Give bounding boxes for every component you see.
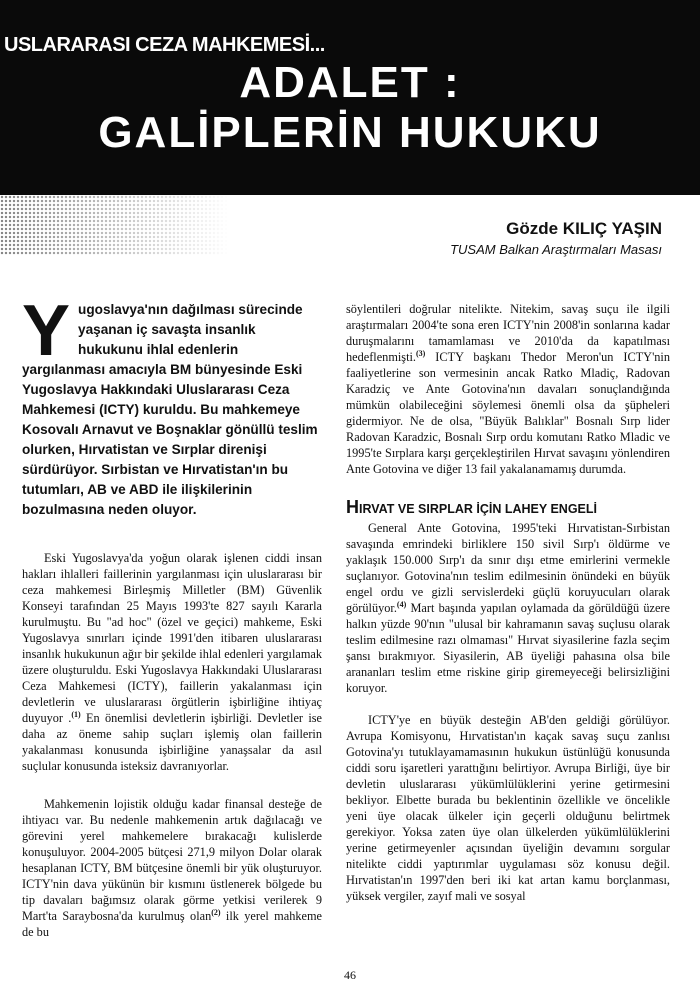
author-name: Gözde KILIÇ YAŞIN: [506, 219, 662, 238]
section-heading-cap: H: [346, 497, 359, 517]
section-heading: [346, 497, 670, 518]
right-column: [346, 301, 670, 904]
paragraph-text: ICTY başkanı Thedor Meron'un ICTY'nin faaliyetlerine son vermesinin ancak Ratko Mladiç, Radovan Karadziç ve Ante Gotovina'nın davaları sonuçlandığında mümkün olabileceğini söylemesi önemli olsa da şüpheleri gidermiyor. Ne de olsa, "Büyük Balıklar" Bosnalı Sırp lider Radovan Karadzic, Bosnalı Sırp ordu komutanı Ratko Mladic ve 1995'te Sırplara karşı gerçekleştirilen Hırvat savaşını yönlendiren Ante Gotovina ve diğer 13 fail yakalanamamış durumda.: [346, 350, 670, 476]
body-paragraph: [346, 301, 670, 477]
page-number: 46: [344, 968, 356, 982]
body-paragraph: [346, 520, 670, 696]
lead-paragraph: [22, 291, 322, 520]
paragraph-text: General Ante Gotovina, 1995'teki Hırvatistan-Sırbistan savaşında emrindeki birliklere 150 sivil Sırp'ı öldürme ve yaklaşık 150.000 Sırp'ı da sınır dışı etme emirlerini vermekle suçlanıyor. Gotovina'nın teslim edilmesinin önündeki en büyük engel ordu ve gizli servislerdeki güçlü koruyucuları olarak görülüyor.: [346, 521, 670, 615]
paragraph-text: Mart başında yapılan oylamada da görüldüğü üzere halkın yüzde 90'nın "ulusal bir kahramanın savaş suçlusu olarak teslim edilmesine razı olmaması" Hırvat siyasilerine fazla seçim şansı bırakmıyor. Siyasilerin, AB üyeliği pahasına olsa bile arananları teslim etme riskine girip giremeyeceği belirsizliğini koruyor.: [346, 601, 670, 695]
body-paragraph: ICTY'ye en büyük desteğin AB'den geldiği görülüyor. Avrupa Komisyonu, Hırvatistan'ın kaçak savaş suçu zanlısı Gotovina'yı tutuklayamamasının hukukun üstünlüğü konusunda ciddi soru işaretleri yarattığını belirtiyor. Avrupa Birliği, üye bir devletin uluslararası yükümlülüklerini yerine getirmesini bekliyor. Elbette burada bu beklentinin özellikle ve öncelikle yeni üye olacak ülkeler için geçerli olduğunu belirtmek gerekiyor. Yoksa zaten üye olan ülkelerden yükümlülüklerini yerine getirmeyenler açısından üyeliğin devamını sorgular nitelikte ciddi yaptırımlar uygulaması söz konusu değil. Hırvatistan'ın 1997'den beri iki kat artan kamu borçlanması, yüksek vergiler, zayıf mali ve sosyal: [346, 713, 670, 903]
left-column: [22, 291, 322, 940]
paragraph-text: En önemlisi devletlerin işbirliği. Devletler ise daha az öneme sahip suçları işlemiş olan faillerin yakalanması konusunda işbirliğine yanaşsalar da asıl suçlular konusunda isteksiz davranıyorlar.: [22, 711, 322, 773]
halftone-decoration: [0, 195, 230, 255]
title-banner: [0, 0, 700, 195]
paragraph-text: söylentileri doğrular nitelikte. Nitekim, savaş suçu ile ilgili araştırmaları 2004'te sona eren ICTY'nin 2008'in sonlarına kadar duruşmalarını tamamlaması ve 2010'da da kapatılması hedeflenmişti.: [346, 302, 670, 364]
headline-line-1: ADALET :: [239, 58, 461, 107]
headline-line-2: GALİPLERİN HUKUKU: [98, 108, 602, 157]
footnote-ref: (3): [416, 348, 426, 358]
paragraph-text: Mahkemenin lojistik olduğu kadar finansal desteğe de ihtiyacı var. Bu nedenle mahkemenin artık dağılacağı ve görevini yerel mahkemelere bırakacağı kulislerde konuşuluyor. 2004-2005 bütçesi 271,9 milyon Dolar olarak hesaplanan ICTY, BM bütçesine önemli bir yük oluşturuyor. ICTY'nin dava yükünün bir kısmını üstlenerek bölgede bu tip davaları bağımsız olarak görme yetkisi verilerek 9 Mart'ta Saraybosna'da kurulmuş olan: [22, 797, 322, 923]
section-kicker: USLARARASI CEZA MAHKEMESİ...: [4, 34, 325, 56]
paragraph-text: ilk yerel mahkeme de bu: [22, 909, 322, 939]
body-paragraph: [22, 796, 322, 940]
author-affiliation: TUSAM Balkan Araştırmaları Masası: [450, 242, 662, 257]
body-paragraph: [22, 550, 322, 774]
lead-text: ugoslavya'nın dağılması sürecinde yaşanan iç savaşta insanlık hukukunu ihlal edenlerin yargılanması amacıyla BM bünyesinde Eski Yugoslavya Hakkındaki Uluslararası Ceza Mahkemesi (ICTY) kuruldu. Bu mahkemeye Kosovalı Arnavut ve Boşnaklar gönüllü teslim olurken, Hırvatistan ve Sırplar direnişi sürdürüyor. Sırbistan ve Hırvatistan'ın bu tutumları, AB ve ABD ile ilişkilerinin bozulmasına neden oluyor.: [22, 302, 318, 517]
footnote-ref: (4): [396, 599, 407, 609]
footnote-ref: (2): [211, 907, 221, 917]
paragraph-text: Eski Yugoslavya'da yoğun olarak işlenen ciddi insan hakları ihlalleri faillerinin yargılanması için uluslararası bir ceza mahkemesi Birleşmiş Milletler (BM) Güvenlik Konseyi tarafından 25 Mayıs 1993'te 827 sayılı Kararla kurulmuştu. Bu "ad hoc" (özel ve geçici) mahkeme, Eski Yugoslavya sınırları içinde 1991'den itibaren uluslararası insanlık hukukunun ağır bir şekilde ihlal edenleri yargılamak üzere oluşturuldu. Eski Yugoslavya Hakkındaki Uluslararası Ceza Mahkemesi (ICTY), faillerin yakalanması için devletlerin ve uluslararası örgütlerin işbirliğine ihtiyaç duyuyor .: [22, 551, 322, 725]
drop-cap: Y: [22, 291, 71, 371]
footnote-ref: (1): [71, 709, 81, 719]
section-heading-text: IRVAT VE SIRPLAR İÇİN LAHEY ENGELİ: [359, 502, 597, 516]
